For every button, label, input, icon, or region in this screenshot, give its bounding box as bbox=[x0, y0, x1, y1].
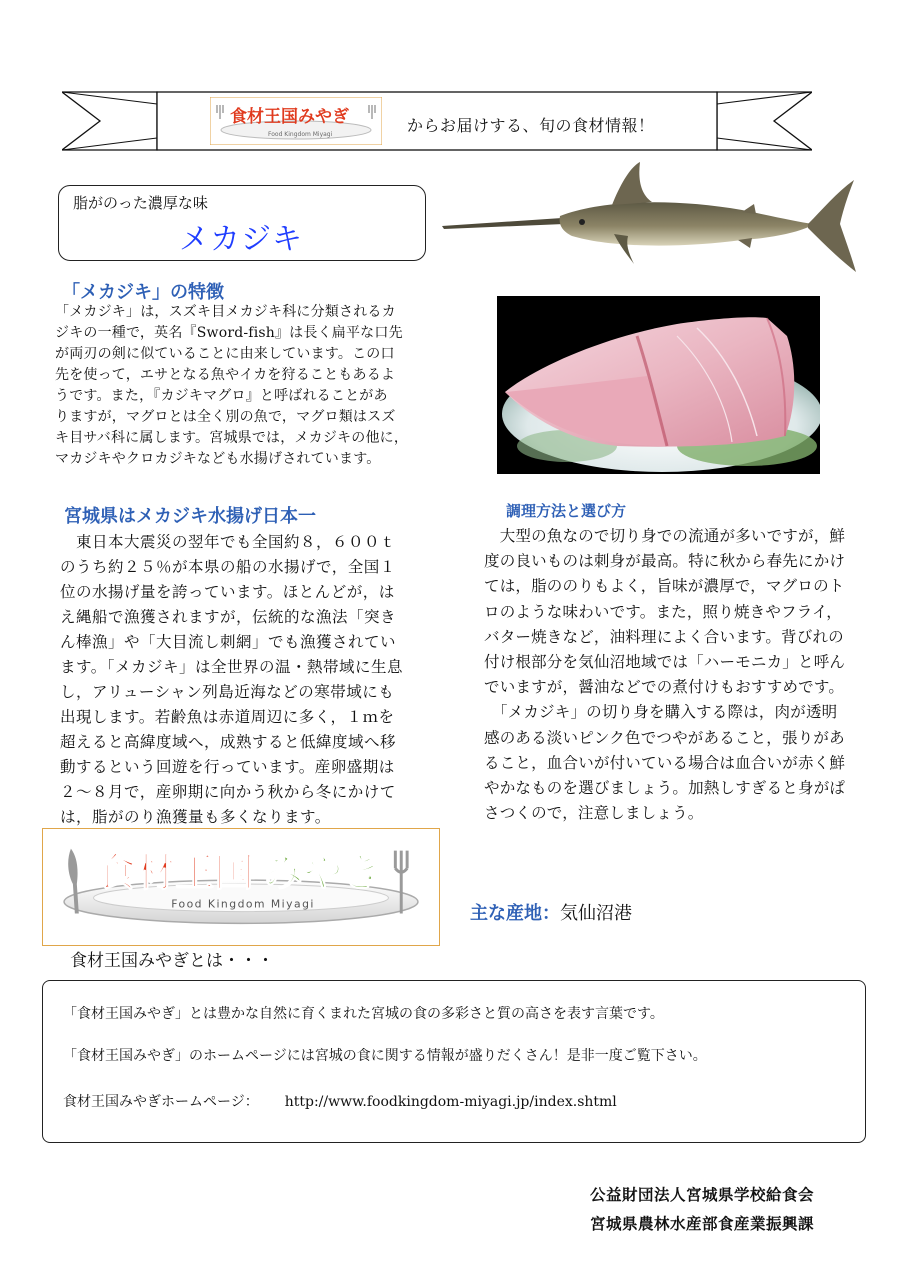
main-origin bbox=[470, 899, 632, 925]
swordfish-fillet-photo bbox=[497, 296, 820, 474]
footer-org-1: 公益財団法人宮城県学校給食会 bbox=[590, 1186, 815, 1204]
svg-text:Food Kingdom Miyagi: Food Kingdom Miyagi bbox=[171, 897, 315, 911]
about-line-1: 「食材王国みやぎ」とは豊かな自然に育くまれた宮城の食の多彩さと質の高さを表す言葉です。 bbox=[63, 1006, 664, 1022]
origin-value: 気仙沼港 bbox=[560, 903, 632, 924]
about-line-3 bbox=[63, 1091, 617, 1111]
miyagi-paragraph: 東日本大震災の翌年でも全国約８，６００ｔ のうち約２５％が本県の船の水揚げで，全国１ 位の水揚げ量を誇っています。ほとんどが，は え縄船で漁獲されますが，伝統的な漁法「突き ん棒漁」や「大目流し刺網」でも漁獲されてい ます。「メカジキ」は全世界の温・熱帯域に生息 し，アリューシャン列島近海などの寒帯域にも 出現します。若齢魚は赤道周辺に多く，１ｍを 超えると高緯度域へ，成熟すると低緯度域へ移 動するという回遊を行っています。産卵盛期は ２～８月で，産卵期に向かう秋から冬にかけて は，脂がのり漁獲量も多くなります。 bbox=[60, 533, 404, 826]
homepage-url[interactable]: http://www.foodkingdom-miyagi.jp/index.shtml bbox=[284, 1094, 617, 1110]
homepage-label: 食材王国みやぎホームページ： bbox=[63, 1094, 259, 1110]
about-line-2: 「食材王国みやぎ」のホームページには宮城の食に関する情報が盛りだくさん！是非一度ご覧下さい。 bbox=[63, 1048, 707, 1064]
svg-text:Food Kingdom Miyagi: Food Kingdom Miyagi bbox=[268, 131, 333, 138]
features-paragraph: 「メカジキ」は，スズキ目メカジキ科に分類されるカ ジキの一種で，英名『Sword-fish』は長く扁平な口先 が両刃の剣に似ていることに由来しています。この口 先を使って，エサとなる魚やイカを狩ることもあるよ うです。また，『カジキマグロ』と呼ばれることがあ りますが，マグロとは全く別の魚で，マグロ類はスズ キ目サバ科に属します。宮城県では，メカジキの他に， マカジキやクロカジキなども水揚げされています。 bbox=[55, 304, 409, 467]
origin-label: 主な産地： bbox=[470, 903, 560, 924]
footer-org-2: 宮城県農林水産部食産業振興課 bbox=[590, 1215, 815, 1233]
svg-text:食材王国: 食材王国 bbox=[96, 851, 254, 897]
page-title: メカジキ bbox=[179, 222, 303, 257]
food-kingdom-logo-small bbox=[210, 97, 382, 145]
svg-text:みやぎ: みやぎ bbox=[263, 851, 382, 897]
miyagi-heading: 宮城県はメカジキ水揚げ日本一 bbox=[64, 506, 316, 527]
svg-text:食材王国みやぎ: 食材王国みやぎ bbox=[230, 107, 349, 127]
cooking-paragraph: 大型の魚なので切り身での流通が多いですが，鮮 度の良いものは刺身が最高。特に秋から春先にかけ ては，脂ののりもよく，旨味が濃厚で，マグロのト ロのような味わいです。また，照り焼きやフライ， バター焼きなど，油料理によく合います。背びれの 付け根部分を気仙沼地域では「ハーモニカ」と呼ん でいますが，醤油などでの煮付けもおすすめです。 「メカジキ」の切り身を購入する際は，肉が透明 感のある淡いピンク色でつやがあること，張りがあ ること，血合いが付いている場合は血合いが赤く鮮 やかなものを選びましょう。加熱しすぎると身がぱ さつくので，注意しましょう。 bbox=[484, 527, 846, 823]
swordfish-illustration bbox=[442, 160, 860, 278]
cooking-heading: 調理方法と選び方 bbox=[506, 502, 627, 520]
about-box bbox=[42, 980, 866, 1143]
header-tagline: からお届けする、旬の食材情報！ bbox=[407, 116, 655, 135]
food-kingdom-logo-large bbox=[42, 828, 440, 946]
about-title: 食材王国みやぎとは・・・ bbox=[70, 951, 274, 971]
subtitle: 脂がのった濃厚な味 bbox=[73, 194, 208, 212]
features-heading: 「メカジキ」の特徴 bbox=[62, 282, 224, 303]
title-box bbox=[58, 185, 426, 261]
